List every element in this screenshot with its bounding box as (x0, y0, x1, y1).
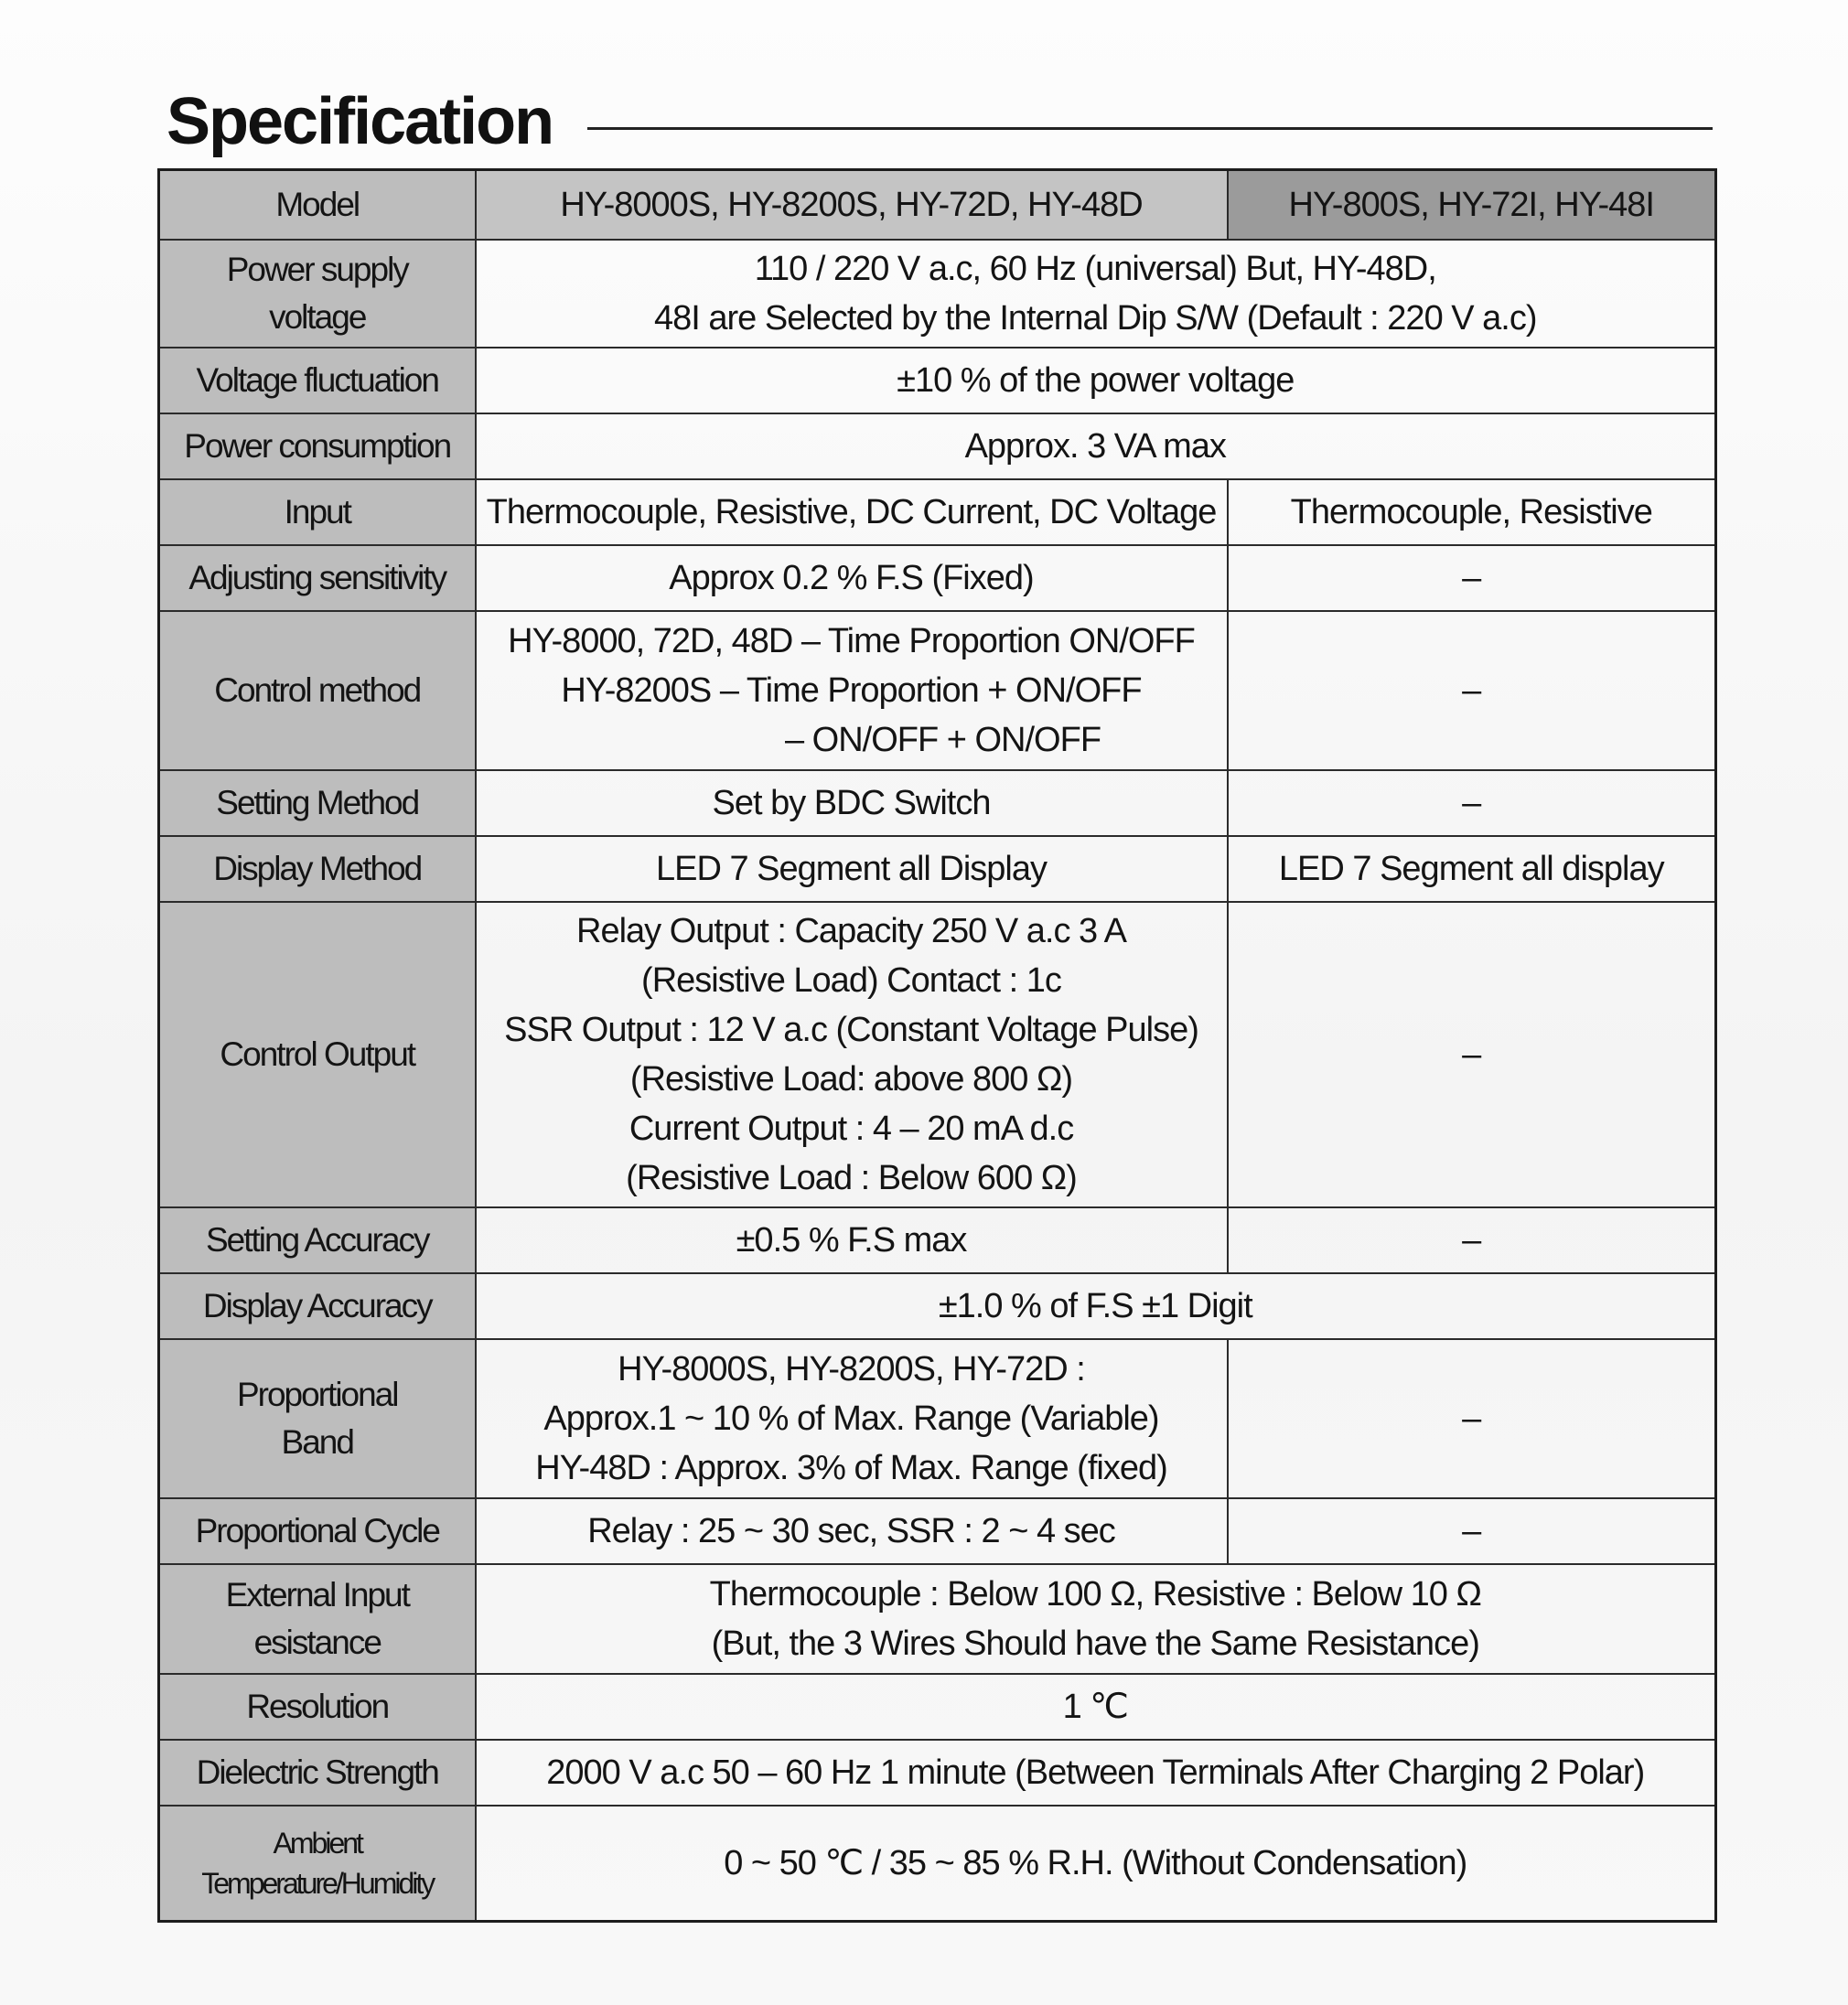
table-row-setting-method (159, 770, 1716, 836)
power-supply-value (476, 240, 1716, 348)
value-line: Approx.1 ~ 10 % of Max. Range (Variable) (543, 1399, 1159, 1438)
input-col-b: Thermocouple, Resistive (1228, 479, 1716, 545)
row-label-resolution: Resolution (159, 1674, 476, 1740)
value-line: Current Output : 4 – 20 mA d.c (629, 1110, 1074, 1148)
display-method-col-a: LED 7 Segment all Display (476, 836, 1228, 902)
control-output-col-b: – (1228, 902, 1716, 1207)
proportional-cycle-col-b: – (1228, 1498, 1716, 1564)
display-accuracy-value: ±1.0 % of F.S ±1 Digit (476, 1273, 1716, 1339)
setting-method-col-b: – (1228, 770, 1716, 836)
row-label-dielectric-strength: Dielectric Strength (159, 1740, 476, 1806)
value-line: SSR Output : 12 V a.c (Constant Voltage Pulse) (504, 1011, 1198, 1049)
row-label-external-input (159, 1564, 476, 1674)
row-label-control-method: Control method (159, 611, 476, 770)
label-line: Temperature/Humidity (201, 1866, 434, 1900)
value-line: HY-8000, 72D, 48D – Time Proportion ON/OFF (508, 622, 1195, 660)
table-row-proportional-band (159, 1339, 1716, 1498)
table-row-external-input (159, 1564, 1716, 1674)
value-line: 48I are Selected by the Internal Dip S/W (Default : 220 V a.c) (653, 299, 1537, 338)
table-row-control-method (159, 611, 1716, 770)
row-label-display-method: Display Method (159, 836, 476, 902)
value-line: HY-48D : Approx. 3% of Max. Range (fixed) (535, 1449, 1167, 1487)
table-row-display-accuracy (159, 1273, 1716, 1339)
table-row-ambient (159, 1806, 1716, 1921)
model-col-a: HY-8000S, HY-8200S, HY-72D, HY-48D (476, 170, 1228, 241)
table-row-voltage-fluctuation (159, 348, 1716, 413)
external-input-value (476, 1564, 1716, 1674)
adjusting-sensitivity-col-b: – (1228, 545, 1716, 611)
row-label-setting-accuracy: Setting Accuracy (159, 1207, 476, 1273)
table-row-control-output (159, 902, 1716, 1207)
resolution-value: 1 ℃ (476, 1674, 1716, 1740)
label-line: Proportional (236, 1376, 398, 1413)
table-row-proportional-cycle (159, 1498, 1716, 1564)
ambient-value: 0 ~ 50 ℃ / 35 ~ 85 % R.H. (Without Condensation) (476, 1806, 1716, 1921)
proportional-band-col-b: – (1228, 1339, 1716, 1498)
title-rule (587, 127, 1713, 130)
control-output-col-a (476, 902, 1228, 1207)
control-method-col-b: – (1228, 611, 1716, 770)
specification-table (157, 168, 1717, 1923)
section-heading (167, 71, 1713, 172)
row-label-adjusting-sensitivity: Adjusting sensitivity (159, 545, 476, 611)
model-col-b: HY-800S, HY-72I, HY-48I (1228, 170, 1716, 241)
value-line: Thermocouple : Below 100 Ω, Resistive : Below 10 Ω (709, 1575, 1481, 1614)
row-label-display-accuracy: Display Accuracy (159, 1273, 476, 1339)
value-line: (Resistive Load: above 800 Ω) (629, 1060, 1073, 1099)
label-line: External Input (225, 1576, 409, 1614)
setting-accuracy-col-b: – (1228, 1207, 1716, 1273)
setting-method-col-a: Set by BDC Switch (476, 770, 1228, 836)
row-label-model: Model (159, 170, 476, 241)
row-label-power-supply (159, 240, 476, 348)
label-line: Band (281, 1423, 353, 1461)
dielectric-strength-value: 2000 V a.c 50 – 60 Hz 1 minute (Between Terminals After Charging 2 Polar) (476, 1740, 1716, 1806)
label-line: Ambient (273, 1826, 361, 1860)
input-col-a: Thermocouple, Resistive, DC Current, DC Voltage (476, 479, 1228, 545)
value-line: HY-8000S, HY-8200S, HY-72D : (618, 1350, 1085, 1388)
label-line: voltage (269, 298, 366, 336)
row-label-power-consumption: Power consumption (159, 413, 476, 479)
table-row-input (159, 479, 1716, 545)
value-line: HY-8200S – Time Proportion + ON/OFF (561, 671, 1142, 710)
table-row-display-method (159, 836, 1716, 902)
value-line: (Resistive Load) Contact : 1c (641, 961, 1061, 1000)
table-row-power-supply (159, 240, 1716, 348)
adjusting-sensitivity-col-a: Approx 0.2 % F.S (Fixed) (476, 545, 1228, 611)
table-row-resolution (159, 1674, 1716, 1740)
proportional-band-col-a (476, 1339, 1228, 1498)
table-row-model (159, 170, 1716, 241)
row-label-proportional-band (159, 1339, 476, 1498)
label-line: Power supply (226, 251, 408, 288)
row-label-control-output: Control Output (159, 902, 476, 1207)
value-line: – ON/OFF + ON/OFF (784, 721, 1101, 759)
display-method-col-b: LED 7 Segment all display (1228, 836, 1716, 902)
page-title: Specification (167, 85, 553, 158)
value-line: Relay Output : Capacity 250 V a.c 3 A (576, 912, 1126, 950)
row-label-voltage-fluctuation: Voltage fluctuation (159, 348, 476, 413)
table-row-dielectric-strength (159, 1740, 1716, 1806)
value-line: (Resistive Load : Below 600 Ω) (626, 1159, 1077, 1197)
table-row-setting-accuracy (159, 1207, 1716, 1273)
value-line: (But, the 3 Wires Should have the Same Resistance) (711, 1624, 1479, 1663)
value-line: 110 / 220 V a.c, 60 Hz (universal) But, HY-48D, (754, 250, 1436, 288)
table-row-power-consumption (159, 413, 1716, 479)
control-method-col-a (476, 611, 1228, 770)
voltage-fluctuation-value: ±10 % of the power voltage (476, 348, 1716, 413)
row-label-ambient (159, 1806, 476, 1921)
row-label-input: Input (159, 479, 476, 545)
table-row-adjusting-sensitivity (159, 545, 1716, 611)
proportional-cycle-col-a: Relay : 25 ~ 30 sec, SSR : 2 ~ 4 sec (476, 1498, 1228, 1564)
setting-accuracy-col-a: ±0.5 % F.S max (476, 1207, 1228, 1273)
label-line: esistance (253, 1624, 381, 1661)
row-label-proportional-cycle: Proportional Cycle (159, 1498, 476, 1564)
row-label-setting-method: Setting Method (159, 770, 476, 836)
power-consumption-value: Approx. 3 VA max (476, 413, 1716, 479)
